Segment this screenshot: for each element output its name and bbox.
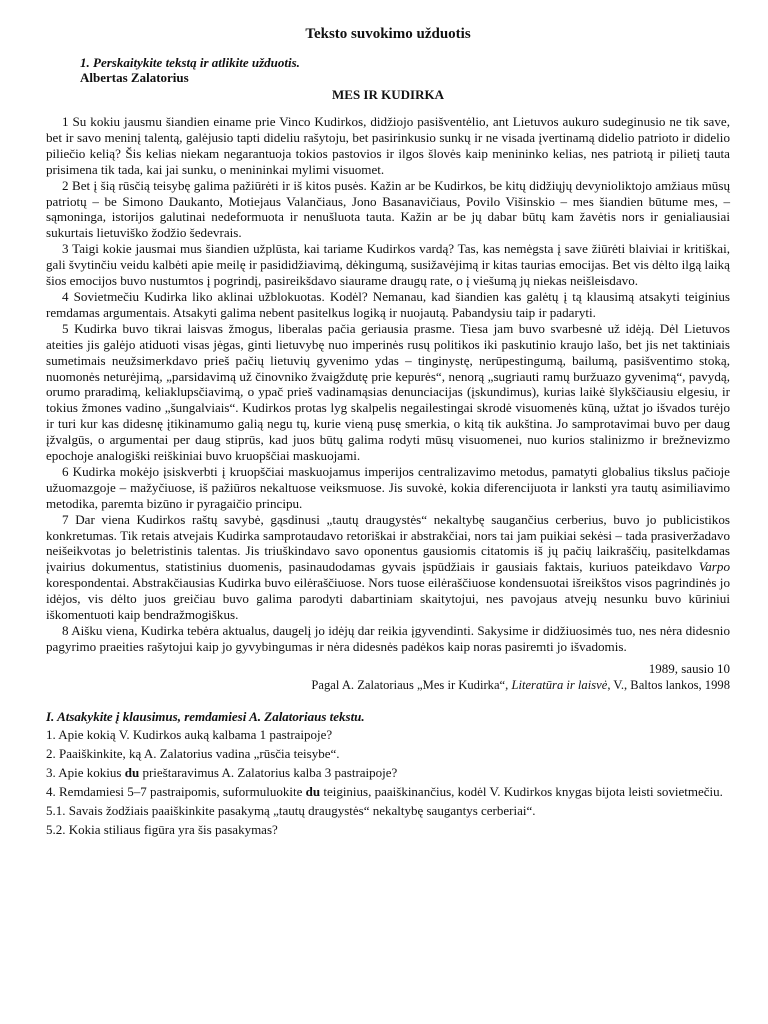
question-emphasis: du [124,764,140,780]
task-instruction: 1. Perskaitykite tekstą ir atlikite užduotis. [80,55,300,70]
question-emphasis: du [305,783,321,799]
question-text: prieštaravimus A. Zalatorius kalba 3 pastraipoje? [139,764,398,780]
article-body [46,114,730,655]
paragraph-5: 5 Kudirka buvo tikrai laisvas žmogus, liberalas pačia geriausia prasme. Tiesa jam buvo svarbesnė už idėją. Dėl Lietuvos ateities jis galėjo atiduoti visas jėgas, ginti lietuvybę nuo imperinės rusų politikos iki paskutinio kraujo lašo, bet jis net taktiniais sumetimais neužsimerkdavo prieš pačių lietuvių gyvenimo ydas – tinginystę, nerūpestingumą, bailumą, pasišventimo stoką, nuomonės neturėjimą, „parsidavimą už činovniko žvaigždutę prie kepurės“, nenorą „sugriauti ramų buržuazo gyvenimą“, pavydą, orumo praradimą, keliaklupsčiavimą, o ypač prieš vadinamąsias denunciacijas (įskundimus), kurias laikė šlykščiausiu elgesiu, ir tokius žmones vadino „šungalviais“. Kudirkos protas lyg skalpelis negailestingai skrodė visuomenės kūną, užtat jo išvados turėjo ir turi kur kas didesnę įtikinamumo galią negu tų, kurie vieną pusę smerkia, o kitą tik aukština. Jo samprotavimai buvo per daug įžvalgūs, o argumentai per daug stiprūs, kad juos būtų galima rodyti mūsų visuomenei, nuo kurios stalinizmo ir brežnevizmo epochoje analogiški reiškiniai buvo kruopščiai maskuojami. [46,320,730,464]
citation-source-part-1: Pagal A. Zalatoriaus „Mes ir Kudirka“, [311,677,512,692]
citation-source-title: Literatūra ir laisvė [511,677,608,692]
question-item: 2. Paaiškinkite, ką A. Zalatorius vadina „rūsčia teisybe“. [46,745,340,761]
page-title: Teksto suvokimo užduotis [305,26,471,42]
paragraph-6: 6 Kudirka mokėjo įsiskverbti į kruopščiai maskuojamus imperijos centralizavimo metodus, pamatyti globalius tikslus pačioje užuomazgoje – mažyčiuose, iš pažiūros nekaltuose veiksmuose. Jis suvokė, kokia diferencijuota ir lanksti yra tautų asimiliavimo metodika, paremta bizūno ir pyragaičio principu. [46,463,730,511]
question-item [46,782,730,801]
paragraph-7-part-1: 7 Dar viena Kudirkos raštų savybė, gąsdinusi „tautų draugystės“ nekaltybę saugančius cerberius, buvo jo publicistikos konkretumas. Tik retais atvejais Kudirka samprotaudavo retoriškai ir abstrakčiai, nors tai jam puikiai sekėsi – tada prasiveržadavo neišeikvotas jo beletristinis talentas. Jis triuškindavo savo oponentus gausiomis citatomis iš jų pačių laikraščių, pasitelkdamas įvairius dokumentus, statistinius duomenis, pasinaudodamas gyvais įspūdžiais ir gausiais faktais, kuriuos pateikdavo [46,511,730,575]
paragraph-4: 4 Sovietmečiu Kudirka liko aklinai užblokuotas. Kodėl? Nemanau, kad šiandien kas galėtų į tą klausimą atsakyti teiginius remdamas argumentais. Atsakyti galima nebent pasitelkus logiką ir nuojautą. Pabandysiu taip ir padaryti. [46,288,730,320]
paragraph-1: 1 Su kokiu jausmu šiandien einame prie Vinco Kudirkos, didžiojo pasišventėlio, ant Lietuvos aukuro sudeginusio ne tik save, bet ir savo meninį talentą, galėjusio tapti dideliu rašytoju, bet pasirinkusio sunkų ir ne visada įvertinamą didelio patrioto ir didelio piliečio kelią? Šis kelias niekam negarantuoja tokios pastovios ir ilgos šlovės kaip menininko kelias, nes patriotą ir pilietį tauta prisimena tik tada, kai jai sunku, o menininkai mylimi visuomet. [46,114,730,177]
paragraph-7-part-2: korespondentai. Abstrakčiausias Kudirka buvo eilėraščiuose. Nors tuose eilėraščiuose kondensuotai išreikštos visos pagrindinės jo idėjos, vis dėlto juos greičiau buvo galima parodyti dabartiniam skaitytojui, nes pavojaus atvejų nesunku buvo kūriniui iškomentuoti kaip bendražmogiškus. [46,575,730,623]
task-block [46,55,730,85]
paragraph-3: 3 Taigi kokie jausmai mus šiandien užplūsta, kai tariame Kudirkos vardą? Tas, kas nemėgsta į save žiūrėti blaiviai ir kritiškai, gali švytinčiu veidu kalbėti apie meilę ir pasididžiavimą, dėkingumą, susižavėjimą ir kitas taurias emocijas. Bet vis dėlto ilgą laiką šios emocijos buvo nustumtos į pogrindį, pasireikšdavo siaurame draugų rate, o į viešumą jų niekas neišleisdavo. [46,241,730,289]
question-text: teiginius, paaiškinančius, kodėl V. Kudirkos knygas bijota leisti sovietmečiu. [320,783,723,799]
paragraph-7 [46,512,730,623]
paragraph-2: 2 Bet į šią rūsčią teisybę galima pažiūrėti ir iš kitos pusės. Kažin ar be Kudirkos, be kitų didžiųjų devynioliktojo amžiaus mūsų patriotų – be Simono Daukanto, Motiejaus Valančiaus, Jono Basanavičiaus, Povilo Višinskio – mes šiandien būtume mes, – sąmoninga, istorijos galutinai nedeformuota ir nenušluota tauta. Kažin ar be jų dabar būtų kam žavėtis nors ir genialiausiai sukurtais lietuviško žodžio šedevrais. [46,177,730,241]
question-item: 1. Apie kokią V. Kudirkos auką kalbama 1 pastraipoje? [46,726,333,742]
question-item: 5.2. Kokia stiliaus figūra yra šis pasakymas? [46,821,278,837]
citation-date: 1989, sausio 10 [648,660,730,676]
question-text: 3. Apie kokius [46,764,125,780]
question-item [46,763,730,782]
document-page [46,26,730,839]
questions-list [46,725,730,839]
article-author: Albertas Zalatorius [80,70,189,85]
citation-source [46,677,730,693]
questions-heading: I. Atsakykite į klausimus, remdamiesi A. Zalatoriaus tekstu. [46,708,365,724]
question-item: 5.1. Savais žodžiais paaiškinkite pasakymą „tautų draugystės“ nekaltybę saugantys cerberiai“. [46,802,536,818]
paragraph-7-emphasis: Varpo [698,559,730,575]
question-text: 4. Remdamiesi 5–7 pastraipomis, suformuluokite [46,783,306,799]
citation-source-part-2: , V., Baltos lankos, 1998 [607,677,730,692]
paragraph-8: 8 Aišku viena, Kudirka tebėra aktualus, daugelį jo idėjų dar reikia įgyvendinti. Sakysime ir didžiuosimės tuo, nes nėra didesnio pagyrimo praeities rašytojui kaip jo gyvybingumas ir nėra didesnės padėkos kaip noras pasiremti jo išvadomis. [46,623,730,654]
article-title: MES IR KUDIRKA [332,87,444,102]
